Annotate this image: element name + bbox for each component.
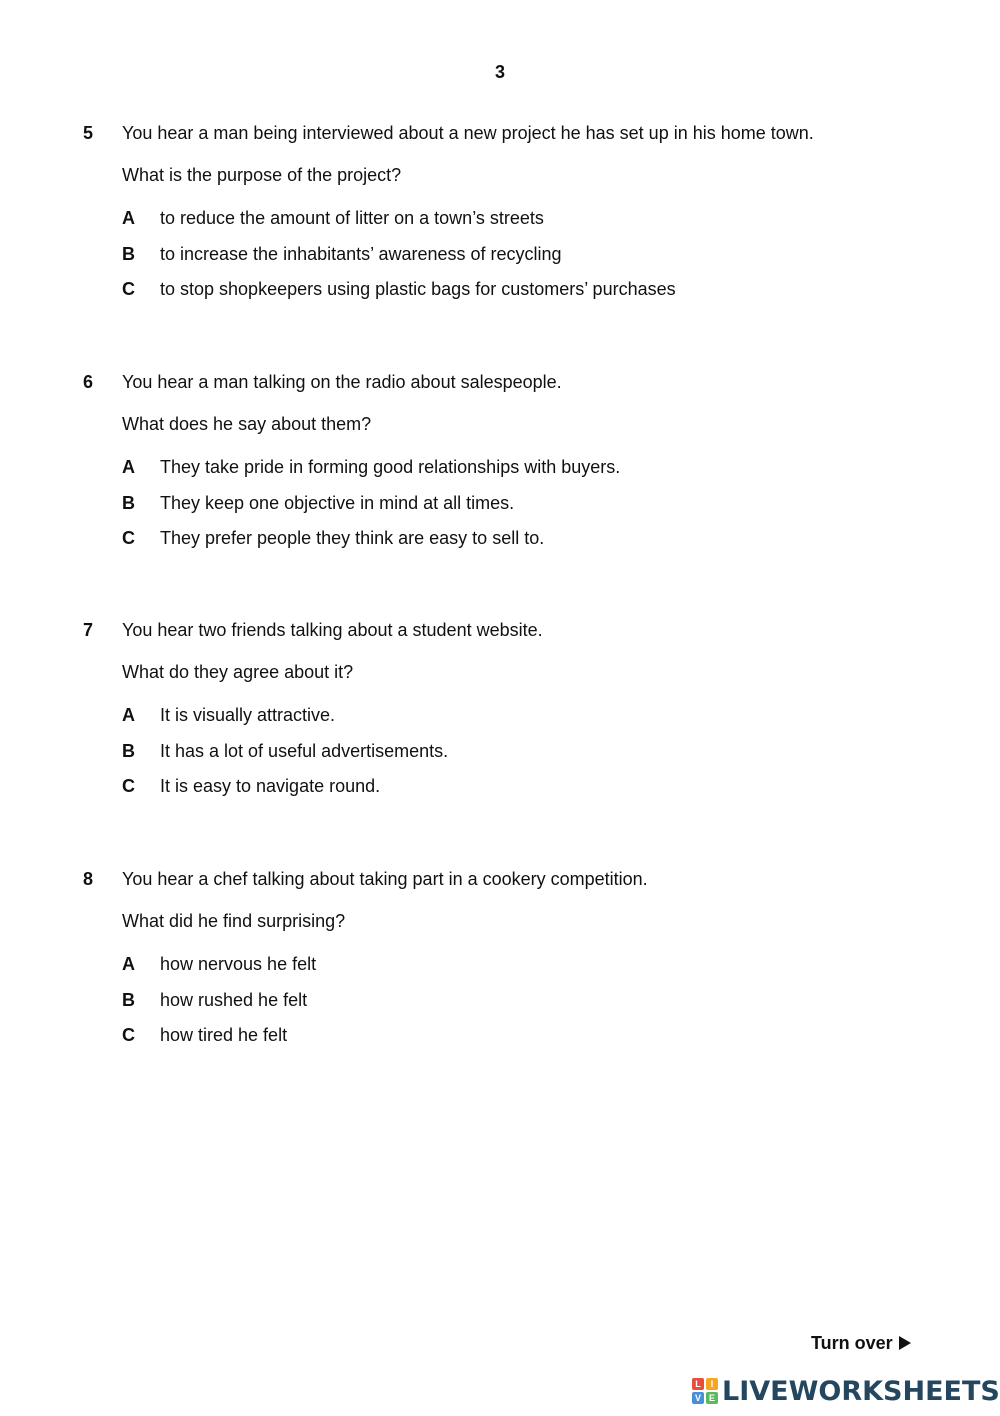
option-letter: A [122,705,135,725]
option-letter: C [122,776,135,796]
option-list [83,206,933,301]
question-8 [83,867,933,1059]
option-b[interactable] [83,242,933,266]
option-letter: C [122,1025,135,1045]
brand-logo-icon [692,1378,718,1404]
question-5 [83,121,933,313]
option-a[interactable] [83,703,933,727]
option-b[interactable] [83,491,933,515]
option-text: how tired he felt [160,1025,288,1045]
option-text: to stop shopkeepers using plastic bags for customers’ purchases [160,279,676,299]
page-number: 3 [494,62,505,82]
option-a[interactable] [83,206,933,230]
logo-tile: E [706,1392,718,1404]
question-stem [83,370,933,394]
option-letter: C [122,279,135,299]
question-prompt: What is the purpose of the project? [122,165,402,185]
logo-tile: L [692,1378,704,1390]
question-6 [83,370,933,562]
question-text: You hear a man being interviewed about a new project he has set up in his home town. [122,123,814,143]
option-text: It is easy to navigate round. [160,776,381,796]
turn-over-label [811,1331,911,1355]
option-text: to increase the inhabitants’ awareness of recycling [160,243,562,264]
option-list [83,952,933,1047]
question-text: You hear two friends talking about a student website. [122,620,543,640]
option-letter: B [122,492,135,513]
question-text: You hear a chef talking about taking part in a cookery competition. [122,869,648,889]
logo-tile: I [706,1378,718,1390]
option-text: to reduce the amount of litter on a town’s streets [160,208,544,228]
question-stem [83,618,933,642]
option-text: It has a lot of useful advertisements. [160,740,449,761]
brand-name: LIVEWORKSHEETS [722,1375,1000,1407]
question-number: 6 [83,372,94,392]
option-letter: C [122,528,135,548]
option-text: They take pride in forming good relationships with buyers. [160,457,621,477]
question-number: 8 [83,869,94,889]
right-triangle-arrow-icon [899,1336,911,1350]
option-c[interactable] [83,1023,933,1047]
option-letter: A [122,457,135,477]
question-prompt: What does he say about them? [122,414,372,434]
option-text: They keep one objective in mind at all times. [160,492,515,513]
option-a[interactable] [83,952,933,976]
option-text: They prefer people they think are easy to sell to. [160,528,545,548]
question-prompt: What did he find surprising? [122,911,346,931]
question-stem [83,121,933,145]
option-text: how rushed he felt [160,989,308,1010]
question-number: 5 [83,123,94,143]
option-list [83,703,933,798]
option-letter: A [122,954,135,974]
option-b[interactable] [83,988,933,1012]
option-text: It is visually attractive. [160,705,336,725]
option-c[interactable] [83,774,933,798]
option-c[interactable] [83,526,933,550]
option-text: how nervous he felt [160,954,317,974]
question-text: You hear a man talking on the radio about salespeople. [122,372,562,392]
option-letter: B [122,740,135,761]
option-a[interactable] [83,455,933,479]
brand-watermark [692,1374,1000,1408]
option-c[interactable] [83,277,933,301]
question-prompt: What do they agree about it? [122,662,354,682]
option-list [83,455,933,550]
option-letter: B [122,243,135,264]
question-stem [83,867,933,891]
option-letter: A [122,208,135,228]
option-letter: B [122,989,135,1010]
option-b[interactable] [83,739,933,763]
question-7 [83,618,933,810]
turn-over-text: Turn over [811,1333,893,1353]
logo-tile: V [692,1392,704,1404]
question-number: 7 [83,620,94,640]
